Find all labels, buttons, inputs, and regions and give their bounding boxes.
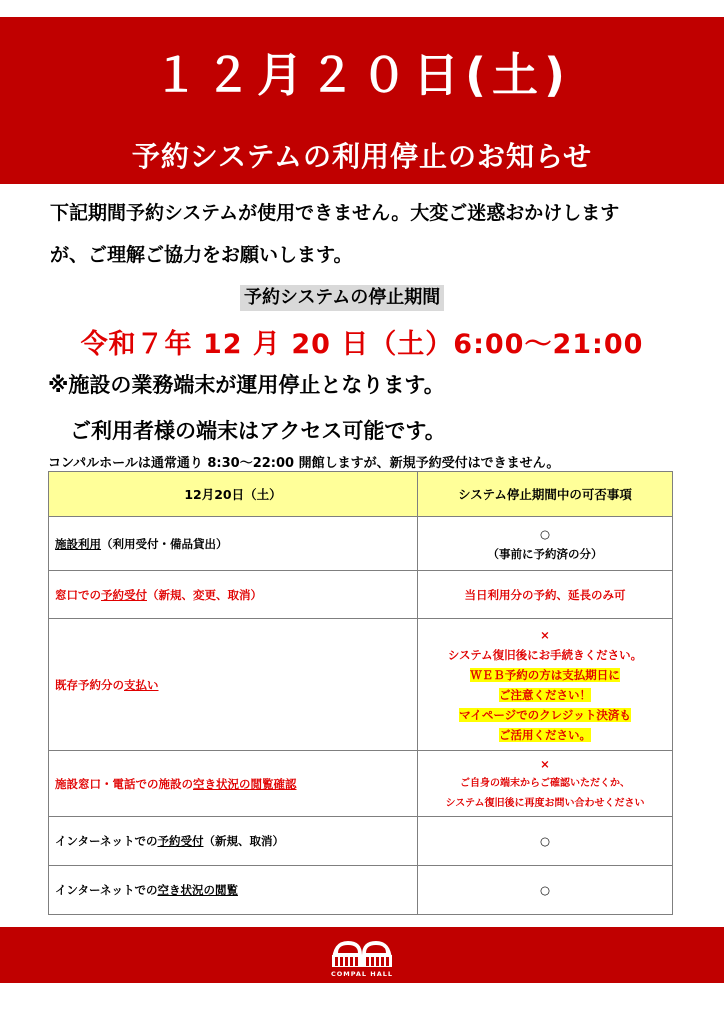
row-status-text: ×	[540, 756, 550, 771]
title-banner	[0, 17, 724, 184]
row-status-text: マイページでのクレジット決済も	[459, 707, 631, 722]
intro-line-2: が、ご理解ご協力をお願いします。	[50, 244, 353, 266]
row-status	[418, 866, 673, 915]
row-status-text: システム復旧後に再度お問い合わせください	[445, 797, 645, 809]
row-item-text: 予約受付	[101, 587, 147, 602]
table-header-row	[49, 472, 673, 517]
row-item-text: 空き状況の閲覧確認	[193, 776, 297, 791]
row-status-text: ご自身の端末からご確認いただくか、	[460, 777, 630, 789]
row-item-text: 窓口での	[55, 587, 101, 602]
row-item-text: 施設利用	[55, 536, 101, 551]
period-value: 令和７年 12 月 20 日（土）6:00～21:00	[80, 329, 644, 360]
row-item	[49, 751, 418, 817]
row-status	[418, 619, 673, 751]
note-line-1: ※施設の業務端末が運用停止となります。	[48, 373, 445, 397]
table-header-availability: システム停止期間中の可否事項	[418, 472, 673, 517]
row-item-text: （新規、変更、取消）	[147, 587, 262, 602]
row-item	[49, 571, 418, 619]
row-item	[49, 619, 418, 751]
row-status-text: ＷＥＢ予約の方は支払期日に	[470, 667, 620, 682]
row-status-text: ○	[539, 883, 551, 897]
row-status-text: ご注意ください！	[499, 687, 591, 702]
row-item-text: 支払い	[124, 677, 159, 692]
row-item	[49, 817, 418, 866]
compal-hall-logo	[322, 933, 402, 981]
footer-bar	[0, 927, 724, 983]
table-row	[49, 751, 673, 817]
row-status	[418, 817, 673, 866]
hall-opening-note: コンパルホールは通常通り 8:30～22:00 開館しますが、新規予約受付はできません。	[48, 456, 560, 471]
row-status-text: システム復旧後にお手続きください。	[447, 647, 643, 662]
row-status	[418, 571, 673, 619]
table-row	[49, 571, 673, 619]
row-item	[49, 866, 418, 915]
note-line-2: ご利用者様の端末はアクセス可能です。	[70, 419, 446, 443]
row-item-text: 既存予約分の	[55, 677, 124, 692]
row-item	[49, 517, 418, 571]
row-status-text: ご活用ください。	[499, 727, 591, 742]
row-status-text: ○	[539, 526, 551, 541]
row-status-text: 当日利用分の予約、延長のみ可	[464, 587, 626, 602]
row-item-text: （利用受付・備品貸出）	[101, 536, 228, 551]
row-status-text: ○	[539, 834, 551, 848]
row-item-text: 施設窓口・電話での施設の	[55, 776, 193, 791]
table-row	[49, 517, 673, 571]
row-item-text: インターネットでの	[55, 883, 158, 897]
availability-table	[48, 471, 673, 915]
row-status	[418, 517, 673, 571]
row-status	[418, 751, 673, 817]
intro-line-1: 下記期間予約システムが使用できません。大変ご迷惑おかけします	[50, 202, 620, 224]
row-status-text: ×	[540, 627, 550, 642]
row-item-text: 空き状況の閲覧	[157, 883, 238, 897]
row-item-text: （新規、取消）	[203, 834, 284, 848]
row-status-text: （事前に予約済の分）	[487, 546, 603, 561]
table-header-date: 12月20日（土）	[49, 472, 418, 517]
logo-text: COMPAL HALL	[330, 970, 394, 978]
banner-date: １２月２０日(土)	[152, 48, 572, 102]
banner-title: 予約システムの利用停止のお知らせ	[131, 140, 593, 173]
hall-building-icon	[322, 933, 402, 971]
table-row	[49, 866, 673, 915]
row-item-text: 予約受付	[157, 834, 204, 848]
table-row	[49, 619, 673, 751]
row-item-text: インターネットでの	[55, 834, 158, 848]
period-label: 予約システムの停止期間	[240, 285, 444, 311]
table-row	[49, 817, 673, 866]
